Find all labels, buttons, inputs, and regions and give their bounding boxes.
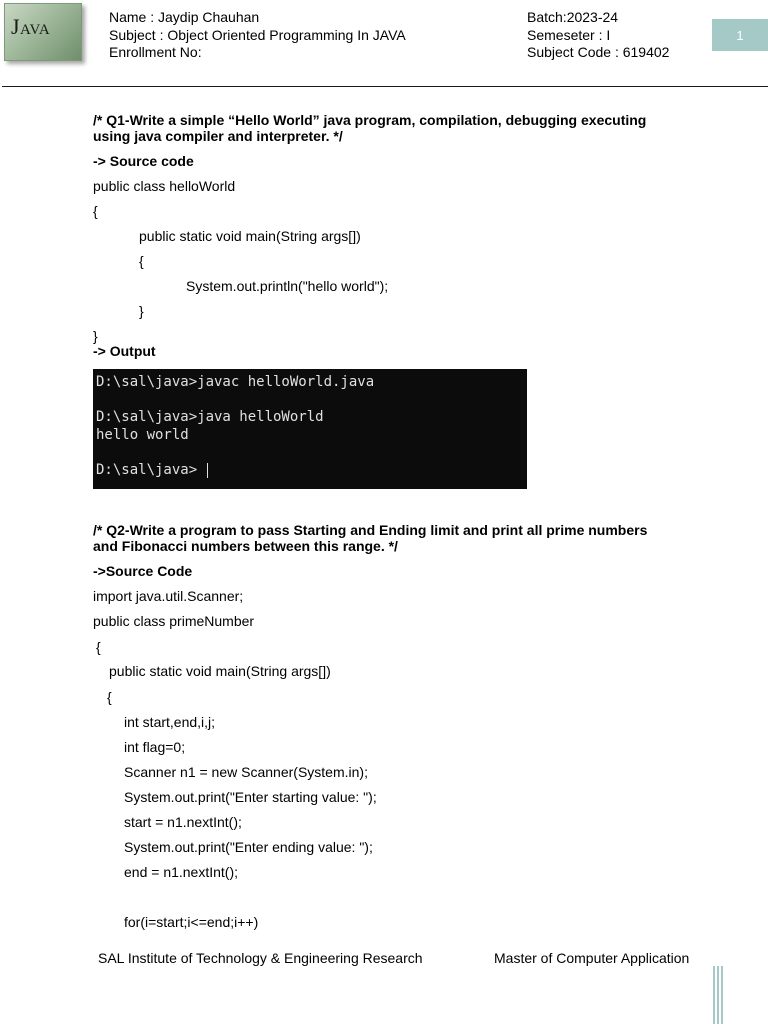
q2-code-line: Scanner n1 = new Scanner(System.in); — [124, 764, 368, 780]
student-name: Name : Jaydip Chauhan — [109, 9, 260, 25]
q1-output-heading: -> Output — [93, 343, 156, 359]
q2-code-line: int start,end,i,j; — [124, 714, 216, 730]
q1-code-line: { — [93, 203, 98, 219]
decorative-bar — [717, 966, 719, 1024]
q2-code-line: System.out.print("Enter ending value: "); — [124, 839, 373, 855]
q2-source-heading: ->Source Code — [93, 563, 193, 579]
q2-code-line: System.out.print("Enter starting value: "); — [124, 789, 377, 805]
console-line: D:\sal\java>javac helloWorld.java — [96, 374, 375, 390]
decorative-bar — [721, 966, 723, 1024]
enrollment-number: Enrollment No: — [109, 44, 202, 60]
subject-name: Subject : Object Oriented Programming In JAVA — [109, 26, 406, 43]
console-line: hello world — [96, 427, 189, 443]
q1-code-line: public static void main(String args[]) — [139, 228, 361, 244]
q2-code-line: { — [107, 689, 112, 705]
console-line: D:\sal\java>java helloWorld — [96, 409, 324, 425]
q2-code-line: { — [96, 639, 101, 655]
q2-code-line: public class primeNumber — [93, 613, 255, 629]
q2-code-line: for(i=start;i<=end;i++) — [124, 914, 259, 930]
logo-text: Java — [11, 14, 51, 39]
q2-code-line: import java.util.Scanner; — [93, 588, 244, 604]
q2-code-line: public static void main(String args[]) — [109, 663, 331, 679]
semester: Semeseter : I — [527, 26, 611, 43]
q2-code-line: int flag=0; — [124, 739, 186, 755]
console-cursor — [207, 463, 208, 478]
q1-title: /* Q1-Write a simple “Hello World” java program, compilation, debugging executing using java compiler and interpreter. */ — [93, 112, 647, 144]
q1-source-heading: -> Source code — [93, 153, 194, 169]
footer-program: Master of Computer Application — [494, 950, 690, 966]
q1-code-line: } — [93, 328, 98, 344]
decorative-bar — [713, 966, 715, 1024]
q1-code-line: } — [139, 303, 144, 319]
q1-code-line: System.out.println("hello world"); — [186, 278, 389, 294]
batch: Batch:2023-24 — [527, 9, 619, 25]
q2-code-line: start = n1.nextInt(); — [124, 814, 242, 830]
q1-code-line: public class helloWorld — [93, 178, 236, 194]
header-divider — [2, 86, 768, 87]
page-number: 1 — [712, 19, 768, 51]
console-output — [93, 369, 527, 489]
q2-title: /* Q2-Write a program to pass Starting and Ending limit and print all prime numbers and Fibonacci numbers between this range. */ — [93, 522, 648, 554]
subject-code: Subject Code : 619402 — [527, 44, 670, 60]
q1-code-line: { — [139, 253, 144, 269]
q2-code-line: end = n1.nextInt(); — [124, 864, 239, 880]
console-line: D:\sal\java> — [96, 462, 198, 478]
footer-institute: SAL Institute of Technology & Engineering Research — [98, 950, 423, 966]
java-logo — [4, 3, 82, 61]
